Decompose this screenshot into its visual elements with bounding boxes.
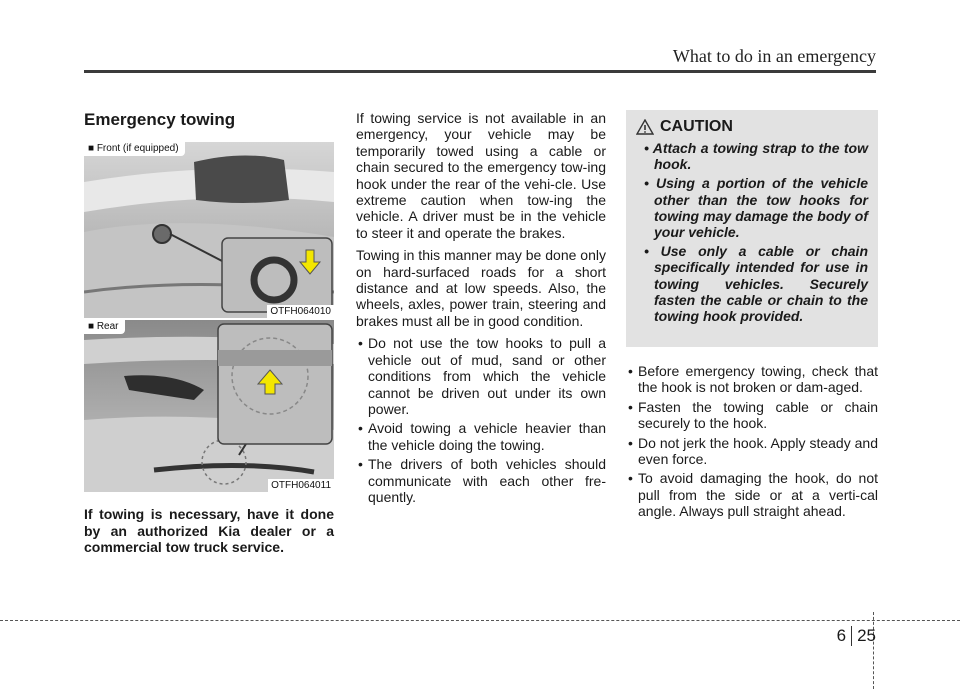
column-right [626, 110, 878, 523]
list-item: • Fasten the towing cable or chain securely to the hook. [628, 398, 878, 432]
bullet-list-middle [356, 335, 606, 505]
running-header: What to do in an emergency [672, 46, 876, 66]
figure-front-label: ■ Front (if equipped) [84, 142, 185, 156]
list-item: • Do not use the tow hooks to pull a vehicle out of mud, sand or other conditions from which the vehicle cannot be driven out under its own power. [358, 335, 606, 417]
caution-header [636, 118, 868, 136]
caution-item: • Using a portion of the vehicle other than the tow hooks for towing may damage the body of your vehicle. [644, 175, 868, 241]
figure-rear-code: OTFH064011 [268, 479, 334, 492]
caution-item: • Use only a cable or chain specifically intended for use in towing vehicles. Securely fasten the cable or chain to the towing hook provided. [644, 243, 869, 325]
section-title: Emergency towing [84, 110, 236, 129]
chapter-number: 6 [836, 626, 847, 645]
figure-rear-label: ■ Rear [84, 320, 125, 334]
footer-rule [0, 620, 960, 621]
page-number-separator [851, 626, 852, 646]
bullet-list-right [626, 363, 878, 520]
list-item: • The drivers of both vehicles should communicate with each other fre-quently. [358, 456, 606, 505]
warning-triangle-icon [636, 119, 654, 135]
caution-box [626, 110, 878, 347]
list-item: • Avoid towing a vehicle heavier than the vehicle doing the towing. [358, 420, 606, 453]
caution-item: • Attach a towing strap to the tow hook. [644, 140, 868, 173]
page-number [837, 626, 876, 646]
page-index: 25 [857, 626, 876, 645]
list-item: • To avoid damaging the hook, do not pull from the side or at a verti-cal angle. Always pull straight ahead. [628, 470, 878, 520]
figure-rear [84, 320, 334, 492]
header-rule [84, 70, 876, 73]
paragraph-1: If towing service is not available in an emergency, your vehicle may be temporarily towed using a cable or chain secured to the emergency tow-ing hook under the rear of the vehi-cle. Use extreme caution when tow-ing the vehicle. A driver must be in the vehicle to steer it and operate the brakes. [356, 110, 606, 241]
list-item: • Before emergency towing, check that the hook is not broken or dam-aged. [628, 363, 878, 396]
front-car-illustration [84, 142, 334, 318]
paragraph-2: Towing in this manner may be done only on hard-surfaced roads for a short distance and at low speeds. Also, the wheels, axles, power train, steering and brakes must all be in good condition. [356, 247, 606, 329]
figure-front-code: OTFH064010 [267, 305, 334, 318]
caution-title: CAUTION [660, 118, 733, 135]
footer-divider [873, 612, 874, 689]
dealer-note: If towing is necessary, have it done by an authorized Kia dealer or a commercial tow truck service. [84, 506, 334, 555]
column-left [84, 110, 334, 556]
caution-list [636, 140, 868, 324]
figure-front [84, 142, 334, 318]
column-middle [356, 110, 606, 508]
rear-car-illustration [84, 320, 334, 492]
list-item: • Do not jerk the hook. Apply steady and even force. [628, 434, 878, 468]
